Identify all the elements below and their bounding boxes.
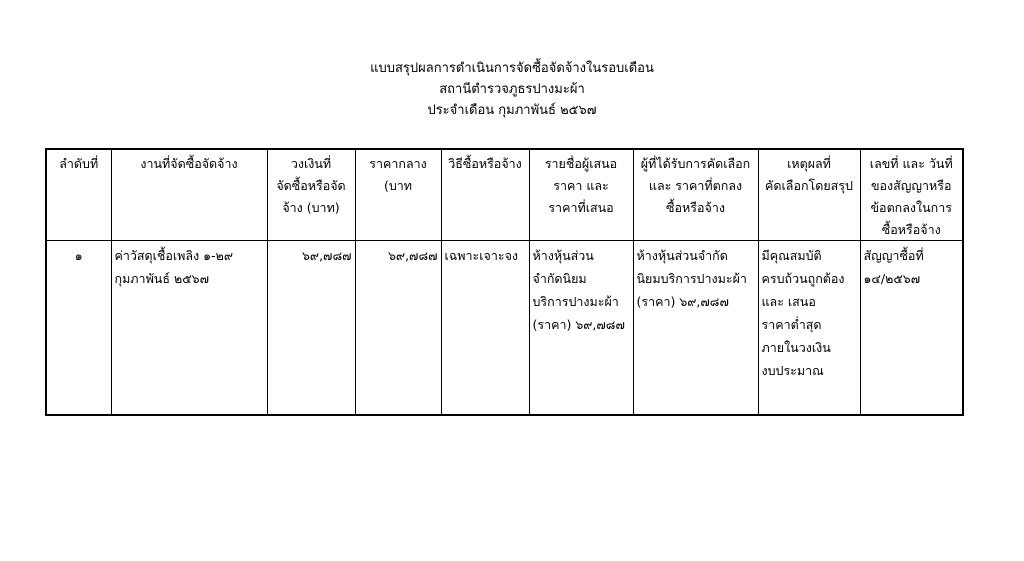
cell-procurement-item: ค่าวัสดุเชื้อเพลิง ๑-๒๙ กุมภาพันธ์ ๒๕๖๗ — [111, 241, 267, 416]
cell-selected: ห้างหุ้นส่วนจำกัด นิยมบริการปางมะผ้า (ราคา) ๖๙,๗๘๗ — [633, 241, 758, 416]
header-contract: เลขที่ และ วันที่ ของสัญญาหรือ ข้อตกลงในการ ซื้อหรือจ้าง — [860, 149, 963, 241]
document-title — [0, 58, 1024, 121]
header-bidders: รายชื่อผู้เสนอ ราคา และ ราคาที่เสนอ — [529, 149, 633, 241]
title-line-2: สถานีตำรวจภูธรปางมะผ้า — [439, 82, 585, 97]
cell-no: ๑ — [46, 241, 111, 416]
cell-contract: สัญญาซื้อที่ ๑๔/๒๕๖๗ — [860, 241, 963, 416]
cell-bidders: ห้างหุ้นส่วน จำกัดนิยม บริการปางมะผ้า (ราคา) ๖๙,๗๘๗ — [529, 241, 633, 416]
header-median-price: ราคากลาง (บาท — [355, 149, 441, 241]
table-header-row — [46, 149, 963, 241]
header-selected: ผู้ที่ได้รับการคัดเลือก และ ราคาที่ตกลง ซื้อหรือจ้าง — [633, 149, 758, 241]
title-line-3: ประจำเดือน กุมภาพันธ์ ๒๕๖๗ — [427, 103, 597, 118]
header-procurement-item: งานที่จัดซื้อจัดจ้าง — [111, 149, 267, 241]
header-reason: เหตุผลที่ คัดเลือกโดยสรุป — [758, 149, 860, 241]
cell-median-price: ๖๙,๗๘๗ — [355, 241, 441, 416]
header-budget: วงเงินที่ จัดซื้อหรือจัด จ้าง (บาท) — [267, 149, 355, 241]
cell-reason: มีคุณสมบัติ ครบถ้วนถูกต้อง และ เสนอ ราคาต่ำสุด ภายในวงเงิน งบประมาณ — [758, 241, 860, 416]
header-method: วิธีซื้อหรือจ้าง — [441, 149, 529, 241]
procurement-summary-table — [45, 148, 964, 416]
cell-method: เฉพาะเจาะจง — [441, 241, 529, 416]
cell-budget: ๖๙,๗๘๗ — [267, 241, 355, 416]
table-row — [46, 241, 963, 416]
header-no: ลำดับที่ — [46, 149, 111, 241]
title-line-1: แบบสรุปผลการดำเนินการจัดซื้อจัดจ้างในรอบเดือน — [370, 61, 654, 76]
